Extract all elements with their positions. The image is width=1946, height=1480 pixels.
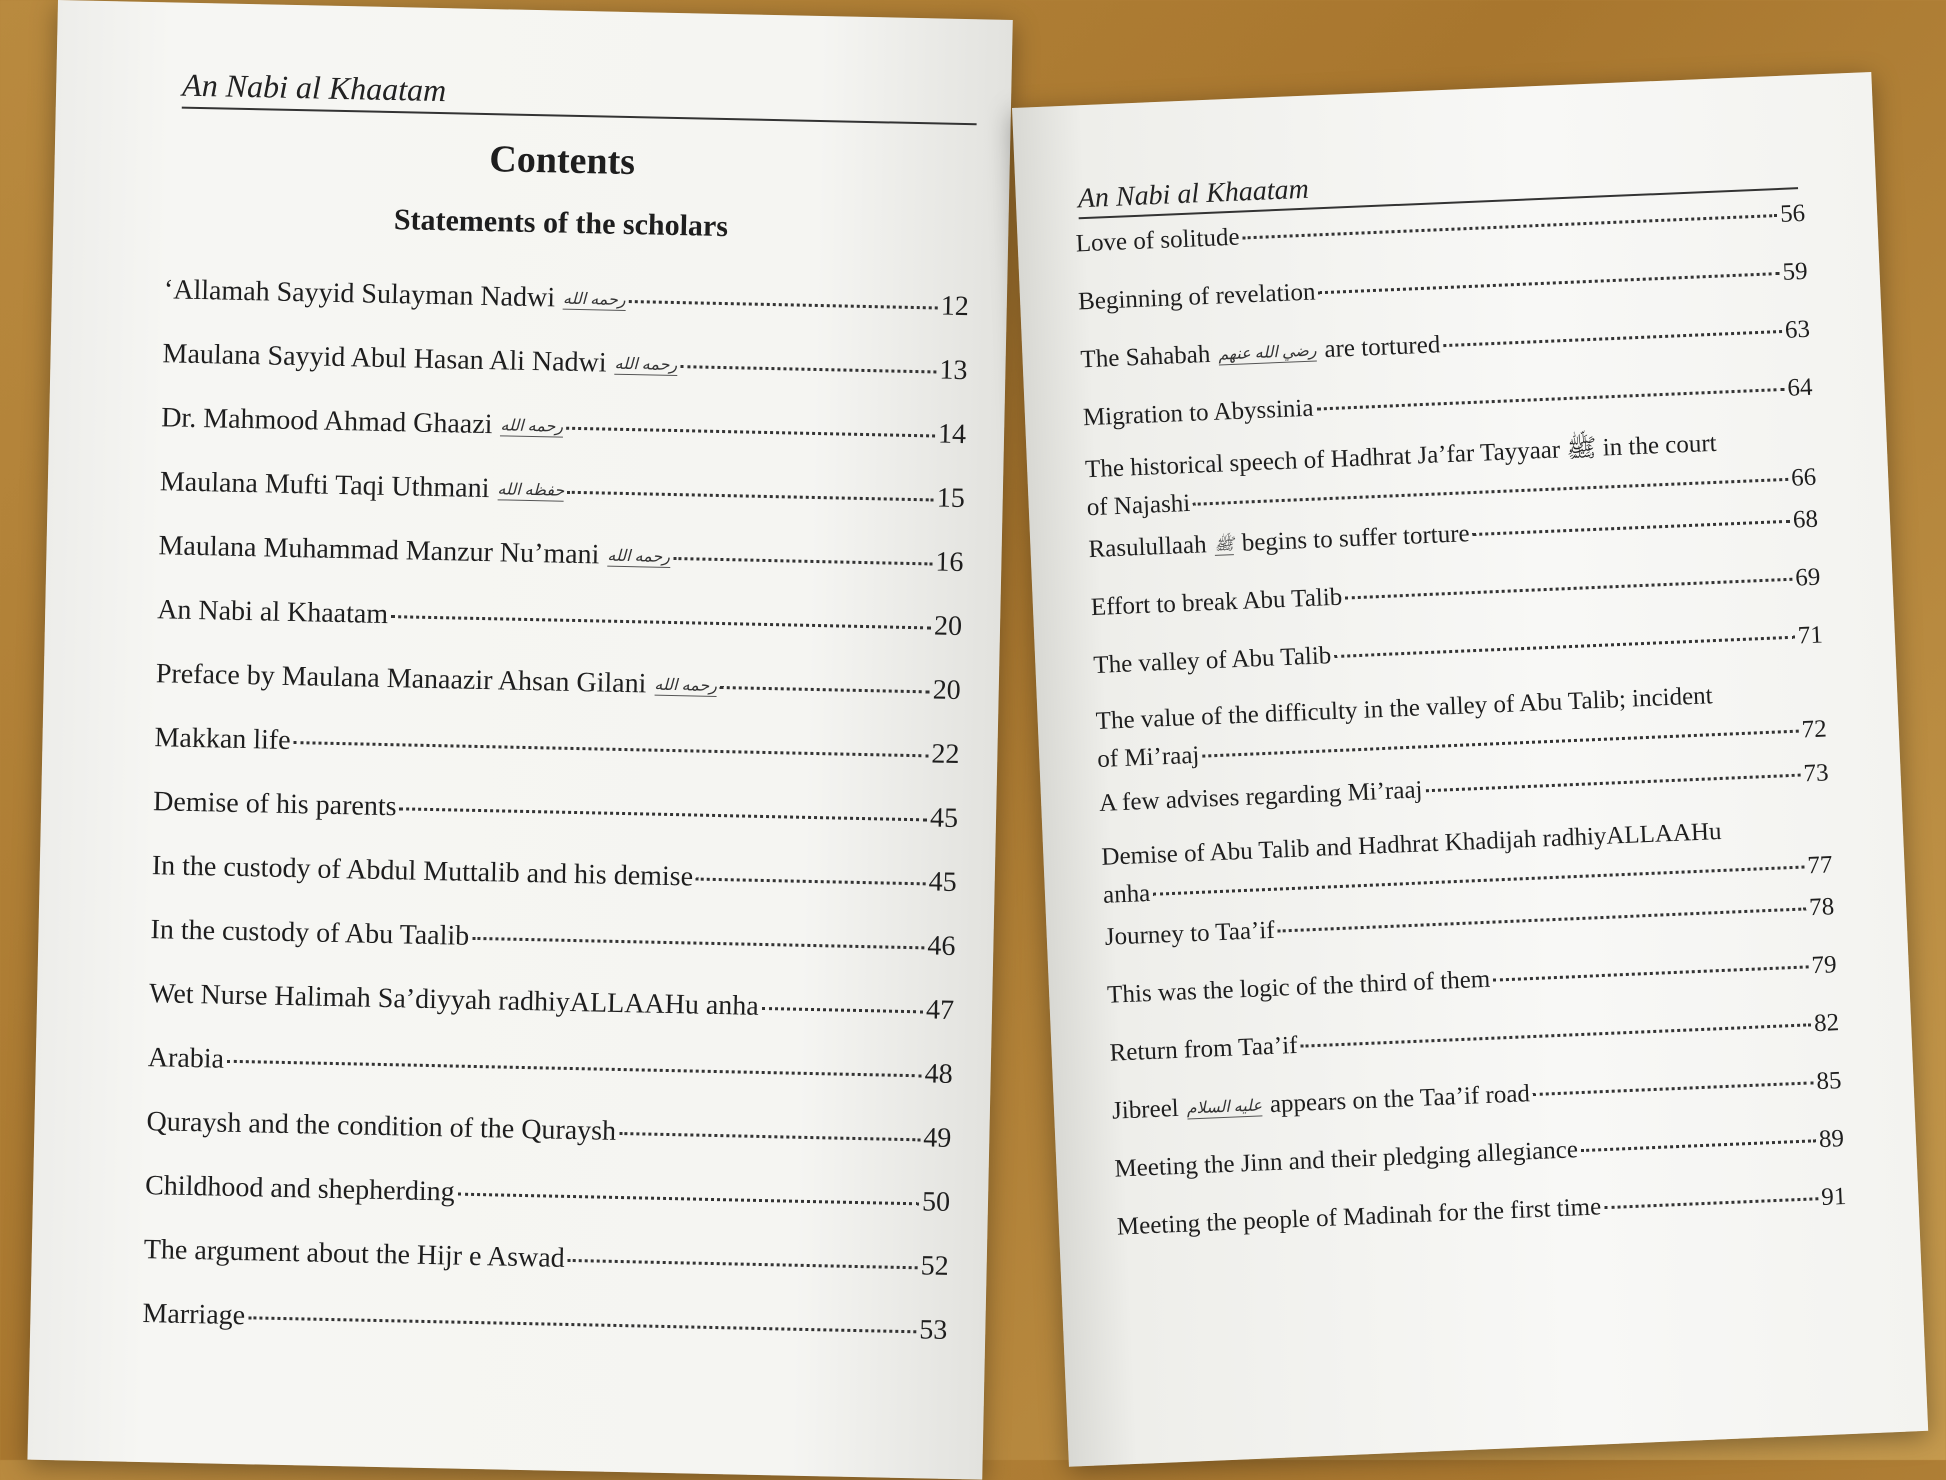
- running-head: An Nabi al Khaatam: [1077, 173, 1310, 215]
- toc-entry-title: Wet Nurse Halimah Sa’diyyah radhiyALLAAHu anha: [148, 978, 760, 1022]
- honorific-glyph: رحمه الله: [562, 290, 626, 310]
- toc-entry-title: A few advises regarding Mi’raaj: [1098, 776, 1423, 817]
- toc-entry: [155, 654, 961, 711]
- dot-leader: [458, 1193, 919, 1206]
- page-number: 66: [1790, 463, 1817, 492]
- page-number: 14: [937, 418, 967, 451]
- page-number: 59: [1781, 257, 1809, 286]
- honorific-glyph: عليه السلام: [1186, 1097, 1263, 1118]
- dot-leader: [567, 491, 934, 502]
- dot-leader: [1473, 520, 1791, 536]
- dot-leader: [619, 1132, 920, 1141]
- toc-entry-title: Meeting the Jinn and their pledging allegiance: [1113, 1136, 1579, 1183]
- dot-leader: [673, 557, 932, 565]
- left-book-page: [27, 0, 1012, 1480]
- toc-entry: [150, 910, 956, 967]
- toc-entry-title-line: The value of the difficulty in the valley of Abu Talib; incident: [1095, 682, 1714, 736]
- page-number: 20: [932, 674, 962, 707]
- dot-leader: [568, 1259, 918, 1269]
- toc-entry: [1077, 253, 1808, 322]
- page-number: 85: [1815, 1067, 1843, 1096]
- toc-entry: [160, 462, 966, 519]
- page-number: 63: [1784, 315, 1811, 344]
- toc-entry-title: In the custody of Abdul Muttalib and his demise: [151, 850, 694, 893]
- dot-leader: [1316, 388, 1784, 411]
- toc-entry: [146, 1102, 952, 1159]
- toc-entry-title: Maulana Mufti Taqi Uthmani: [159, 466, 490, 505]
- toc-entry-title: of Najashi: [1086, 489, 1191, 522]
- honorific-glyph: رحمه الله: [654, 676, 718, 696]
- page-number: 22: [931, 738, 960, 771]
- header-rule: [182, 107, 977, 126]
- page-number: 79: [1811, 951, 1838, 980]
- toc-entry: [154, 718, 960, 775]
- toc-entry-title: Maulana Muhammad Manzur Nu’mani: [158, 530, 600, 571]
- toc-entry: [153, 782, 959, 839]
- toc-entry: [151, 846, 957, 903]
- toc-entry: [158, 526, 964, 583]
- page-number: 91: [1820, 1183, 1847, 1212]
- toc-entry-title: Maulana Sayyid Abul Hasan Ali Nadwi: [162, 338, 607, 379]
- section-heading: Statements of the scholars: [393, 203, 729, 244]
- toc-entry-title-continued: are tortured: [1323, 331, 1441, 364]
- page-number: 53: [919, 1314, 948, 1346]
- page-title: Contents: [488, 138, 636, 184]
- page-number: 82: [1813, 1009, 1840, 1038]
- toc-entry-title: ‘Allamah Sayyid Sulayman Nadwi: [163, 274, 556, 314]
- toc-entry-title: The argument about the Hijr e Aswad: [143, 1234, 566, 1274]
- page-number: 49: [923, 1122, 952, 1154]
- toc-entry-title: Return from Taa’if: [1109, 1031, 1299, 1067]
- toc-entry: [1093, 617, 1824, 686]
- dot-leader: [1300, 1023, 1811, 1047]
- dot-leader: [566, 427, 935, 438]
- dot-leader: [1493, 965, 1809, 981]
- toc-entry: [142, 1294, 948, 1351]
- toc-entry-title: Effort to break Abu Talib: [1090, 583, 1343, 622]
- page-number: 45: [929, 802, 959, 835]
- dot-leader: [1334, 636, 1795, 658]
- toc-entry-title: Beginning of revelation: [1077, 278, 1316, 316]
- dot-leader: [472, 937, 924, 949]
- page-number: 71: [1797, 621, 1824, 650]
- page-number: 46: [927, 930, 956, 962]
- honorific-glyph: رحمه الله: [614, 355, 678, 375]
- toc-entry-title: Meeting the people of Madinah for the first time: [1116, 1193, 1602, 1241]
- page-number: 78: [1808, 893, 1835, 922]
- running-head: An Nabi al Khaatam: [181, 66, 447, 109]
- toc-entry: [1111, 1062, 1842, 1131]
- toc-entry-title: Preface by Maulana Manaazir Ahsan Gilani: [155, 658, 647, 700]
- toc-entry-title-line: Demise of Abu Talib and Hadhrat Khadijah radhiyALLAAHu: [1100, 817, 1723, 871]
- toc-entry: [157, 590, 963, 647]
- dot-leader: [680, 365, 936, 373]
- dot-leader: [248, 1316, 916, 1333]
- toc-entry: [145, 1166, 951, 1223]
- dot-leader: [1533, 1081, 1814, 1096]
- toc-entry-title: In the custody of Abu Taalib: [150, 914, 470, 952]
- page-number: 89: [1818, 1125, 1845, 1154]
- page-number: 52: [920, 1250, 949, 1282]
- page-number: 13: [939, 354, 968, 387]
- dot-leader: [1202, 730, 1799, 758]
- dot-leader: [720, 686, 930, 693]
- toc-entry-title-continued: appears on the Taa’if road: [1269, 1080, 1531, 1119]
- page-number: 48: [924, 1058, 954, 1090]
- table-of-contents: [142, 270, 970, 1346]
- toc-entry-title: The Sahabah: [1080, 340, 1211, 374]
- dot-leader: [629, 300, 938, 309]
- toc-entry-title: Migration to Abyssinia: [1082, 394, 1314, 432]
- toc-entry-title: Rasulullaah: [1087, 531, 1208, 564]
- honorific-glyph: حفظه الله: [497, 481, 565, 500]
- page-number: 56: [1779, 199, 1806, 228]
- toc-entry-title: This was the logic of the third of them: [1106, 965, 1491, 1009]
- page-number: 45: [928, 866, 958, 899]
- toc-entry-title: Arabia: [147, 1042, 225, 1075]
- dot-leader: [227, 1060, 922, 1078]
- toc-entry-title-continued: begins to suffer torture: [1241, 520, 1471, 557]
- page-number: 69: [1794, 563, 1821, 592]
- page-number: 64: [1786, 373, 1813, 402]
- page-number: 12: [940, 290, 970, 323]
- dot-leader: [1425, 774, 1800, 793]
- honorific-glyph: رحمه الله: [500, 417, 564, 436]
- toc-entry-title: of Mi’raaj: [1096, 741, 1200, 773]
- toc-entry: [1106, 946, 1837, 1015]
- page-number: 72: [1801, 715, 1828, 744]
- toc-entry: [1090, 559, 1821, 628]
- toc-entry-title: Marriage: [142, 1298, 246, 1332]
- toc-entry-title: Dr. Mahmood Ahmad Ghaazi: [160, 402, 493, 441]
- dot-leader: [1242, 214, 1777, 239]
- toc-entry: [1080, 311, 1811, 380]
- page-number: 50: [921, 1186, 951, 1218]
- dot-leader: [1345, 578, 1792, 600]
- dot-leader: [294, 741, 929, 757]
- toc-entry: [1116, 1178, 1847, 1247]
- toc-entry: [161, 398, 967, 455]
- page-number: 20: [933, 610, 963, 643]
- toc-entry: [147, 1038, 953, 1095]
- page-number: 16: [935, 546, 964, 579]
- toc-entry: [143, 1230, 949, 1287]
- page-number: 15: [936, 482, 966, 515]
- page-number: 68: [1792, 505, 1819, 534]
- dot-leader: [1318, 272, 1779, 294]
- toc-entry-title: Journey to Taa’if: [1104, 916, 1276, 951]
- toc-entry-title: Childhood and shepherding: [144, 1170, 455, 1208]
- honorific-glyph: ﷺ: [1214, 535, 1235, 554]
- dot-leader: [1278, 907, 1807, 932]
- page-number: 47: [925, 994, 955, 1026]
- toc-entry-title-line: The historical speech of Hadhrat Ja’far Tayyaar ﷺ in the court: [1084, 429, 1718, 484]
- dot-leader: [1604, 1197, 1818, 1209]
- honorific-glyph: رحمه الله: [607, 547, 671, 567]
- toc-entry: [1114, 1120, 1845, 1189]
- honorific-glyph: رضي الله عنهم: [1217, 342, 1317, 364]
- dot-leader: [762, 1007, 923, 1013]
- toc-entry-title: An Nabi al Khaatam: [156, 594, 389, 631]
- toc-entry: [149, 974, 955, 1031]
- dot-leader: [696, 878, 926, 886]
- dot-leader: [1581, 1139, 1816, 1152]
- dot-leader: [391, 615, 931, 629]
- toc-entry-title: Makkan life: [154, 722, 291, 757]
- toc-entry-title: Love of solitude: [1075, 223, 1241, 258]
- right-book-page: [1012, 72, 1928, 1467]
- toc-entry-title: Jibreel: [1111, 1094, 1180, 1125]
- dot-leader: [399, 807, 927, 821]
- toc-entry: [1109, 1004, 1840, 1073]
- toc-entry-title: The valley of Abu Talib: [1092, 642, 1332, 680]
- dot-leader: [1193, 478, 1788, 506]
- toc-entry: [164, 270, 970, 327]
- page-number: 73: [1803, 759, 1830, 788]
- toc-entry-title: Quraysh and the condition of the Quraysh: [146, 1106, 617, 1147]
- toc-entry-title: anha: [1102, 879, 1151, 909]
- toc-entry: [162, 334, 968, 391]
- toc-entry-title: Demise of his parents: [152, 786, 397, 823]
- dot-leader: [1443, 330, 1782, 347]
- page-number: 77: [1806, 851, 1833, 880]
